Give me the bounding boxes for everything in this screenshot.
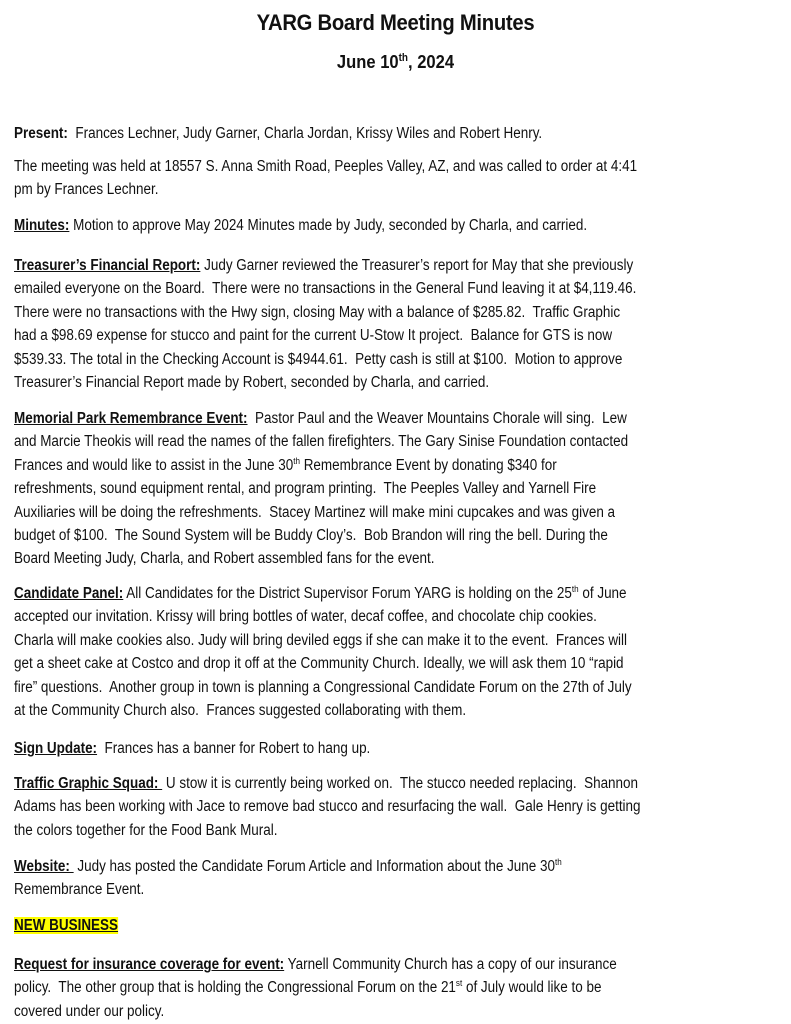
treasurer-report-paragraph: Treasurer’s Financial Report: Judy Garner reviewed the Treasurer’s report for May that she previously emailed everyone on the Board. There were no transactions in the General Fund leaving it at $4,119.46. There were no transactions with the Hwy sign, closing May with a balance of $285.82. Traffic Graphic had a $98.69 expense for stucco and paint for the current U-Stow It project. Balance for GTS is now $539.33. The total in the Checking Account is $4944.61. Petty cash is still at $100. Motion to approve Treasurer’s Financial Report made by Robert, seconded by Charla, and carried. [14, 257, 637, 392]
traffic-graphic-paragraph: Traffic Graphic Squad: U stow it is currently being worked on. The stucco needed replacing. Shannon Adams has been working with Jace to remove bad stucco and resurfacing the wall. Gale Henry is getting the colors together for the Food Bank Mural. [14, 775, 641, 839]
traffic-graphic-label: Traffic Graphic Squad: [14, 775, 163, 792]
new-business-heading: NEW BUSINESS [14, 917, 119, 934]
memorial-event-paragraph: Memorial Park Remembrance Event: Pastor Paul and the Weaver Mountains Chorale will sing. Lew and Marcie Theokis will read the names of the fallen firefighters. The Gary Sinise Foundation contacted Frances and would like to assist in the June 30th Remembrance Event by donating $340 for refreshments, sound equipment rental, and program printing. The Peeples Valley and Yarnell Fire Auxiliaries will be doing the refreshments. Stacey Martinez will make mini cupcakes and was given a budget of $100. The Sound System will be Buddy Cloy’s. Bob Brandon will ring the bell. During the Board Meeting Judy, Charla, and Robert assembled fans for the event. [14, 410, 629, 568]
treasurer-label: Treasurer’s Financial Report: [14, 257, 201, 274]
website-label: Website: [14, 858, 74, 875]
minutes-paragraph: Minutes: Motion to approve May 2024 Minutes made by Judy, seconded by Charla, and carried. [14, 217, 588, 234]
page-title: YARG Board Meeting Minutes [256, 10, 535, 35]
sign-update-paragraph: Sign Update: Frances has a banner for Robert to hang up. [14, 740, 371, 757]
candidate-label: Candidate Panel: [14, 585, 124, 602]
minutes-label: Minutes: [14, 217, 70, 234]
insurance-label: Request for insurance coverage for event: [14, 956, 285, 973]
website-paragraph: Website: Judy has posted the Candidate Forum Article and Information about the June 30th Remembrance Event. [14, 856, 562, 899]
new-business-section [14, 914, 688, 937]
present-paragraph: Present: Frances Lechner, Judy Garner, Charla Jordan, Krissy Wiles and Robert Henry. [14, 125, 543, 142]
location-paragraph: The meeting was held at 18557 S. Anna Smith Road, Peeples Valley, AZ, and was called to order at 4:41 pm by Frances Lechner. [14, 158, 638, 199]
insurance-request-paragraph: Request for insurance coverage for event: Yarnell Community Church has a copy of our insurance policy. The other group that is holding the Congressional Forum on the 21st of July would like to be covered under our policy. [14, 956, 617, 1020]
meeting-date: June 10th, 2024 [336, 52, 455, 72]
sign-update-label: Sign Update: [14, 740, 98, 757]
candidate-panel-paragraph: Candidate Panel: All Candidates for the District Supervisor Forum YARG is holding on the 25th of June accepted our invitation. Krissy will bring bottles of water, decaf coffee, and chocolate chip cookies. Charla will make cookies also. Judy will bring deviled eggs if she can make it to the event. Frances will get a sheet cake at Costco and drop it off at the Community Church. Ideally, we will ask them 10 “rapid fire” questions. Another group in town is planning a Congressional Candidate Forum on the 27th of July at the Community Church also. Frances suggested collaborating with them. [14, 583, 632, 720]
memorial-label: Memorial Park Remembrance Event: [14, 410, 248, 427]
present-label: Present: [14, 125, 68, 142]
